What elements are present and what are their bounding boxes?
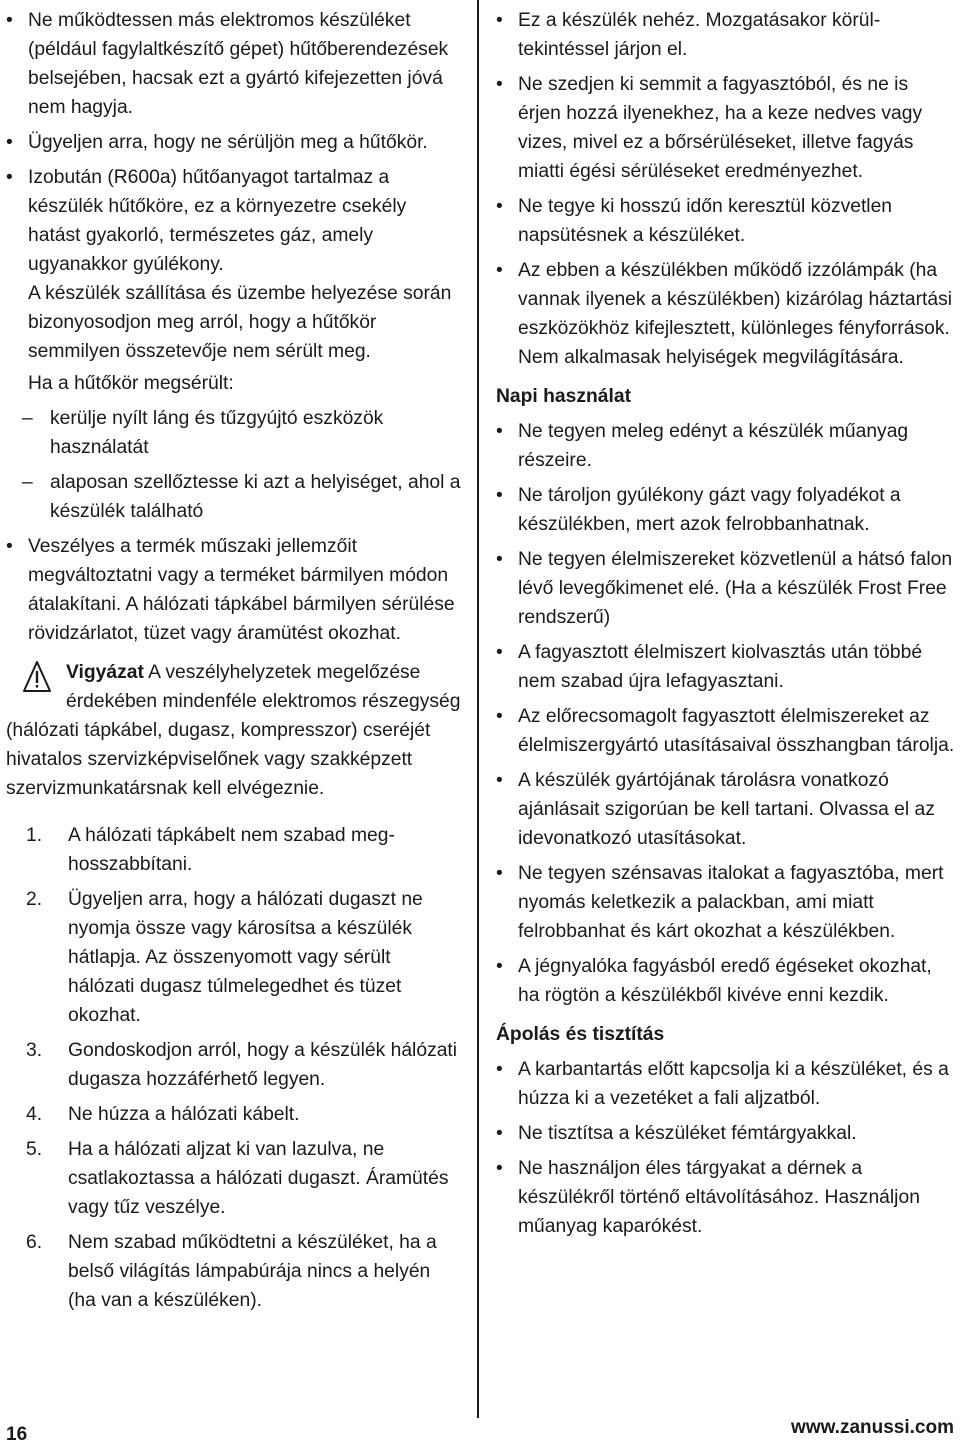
right-column xyxy=(496,6,956,1247)
list-item: • Ügyeljen arra, hogy ne sérüljön meg a hűtőkör. xyxy=(6,132,428,153)
list-item: • Ne tegyen meleg edényt a készülék műanyag részeire. xyxy=(496,421,909,471)
page-number: 16 xyxy=(6,1424,28,1445)
list-item: • Az előrecsomagolt fagyasztott élelmiszereket az élelmiszergyártó utasításaival összhangban tárolja. xyxy=(496,706,955,756)
list-item: • Ne működtessen más elektromos készüléket (például fagylaltkészítő gépet) hűtőberendezések belsejében, hacsak ezt a gyártó kifejezetten jóvá nem hagyja. xyxy=(6,10,449,118)
list-item: • Ne szedjen ki semmit a fagyasztóból, és ne is érjen hozzá ilyenekhez, ha a keze nedves vagy vizes, mivel ez a bőrsérüléseket, illetve fagyás miatti égési sérüléseket eredményezhet. xyxy=(496,74,923,182)
list-item: • Ne tegyen élelmiszereket közvetlenül a hátsó falon lévő levegőkimenet elé. (Ha a készülék Frost Free rendszerű) xyxy=(496,549,953,628)
list-item: • A fagyasztott élelmiszert kiolvasztás után többé nem szabad újra lefagyasztani. xyxy=(496,642,923,692)
list-item: • Az ebben a készülékben működő izzólámpák (ha vannak ilyenek a készülékben) kizárólag háztartási eszközökhöz kifejlesztett, különleges fényforrások. Nem alkalmasak helyiségek megvilágítására. xyxy=(496,260,953,368)
list-item: • Izobután (R600a) hűtőanyagot tartalmaz a készülék hűtőköre, ez a környezetre csekély hatást gyakorló, természetes gáz, amely ugyanakkor gyúlékony. xyxy=(6,167,407,275)
left-column xyxy=(6,6,462,1321)
numbered-item: 6. Nem szabad működtetni a készüléket, ha a belső világítás lámpabúrája nincs a helyén (ha van a készüléken). xyxy=(26,1232,437,1311)
section-heading-care-cleaning: Ápolás és tisztítás xyxy=(496,1024,665,1045)
warning-triangle-icon xyxy=(22,660,52,694)
footer-url: www.zanussi.com xyxy=(791,1417,954,1438)
paragraph-damage: Ha a hűtőkör megsérült: xyxy=(28,373,234,394)
list-item: • Ne tisztítsa a készüléket fémtárgyakkal. xyxy=(496,1123,857,1144)
list-item: • A karbantartás előtt kapcsolja ki a készüléket, és a húzza ki a vezetéket a fali aljzatból. xyxy=(496,1059,949,1109)
numbered-item: 5. Ha a hálózati aljzat ki van lazulva, ne csatlakoztassa a hálózati dugaszt. Áramütés vagy tűz veszélye. xyxy=(26,1139,449,1218)
dash-item: – kerülje nyílt láng és tűzgyújtó eszközök használatát xyxy=(22,408,384,458)
numbered-item: 2. Ügyeljen arra, hogy a hálózati dugaszt ne nyomja össze vagy károsítsa a készülék hátlapja. Az összenyomott vagy sérült hálózati dugasz túlmelegedhet és tüzet okozhat. xyxy=(26,889,423,1026)
list-item: • Ne tegyen szénsavas italokat a fagyasztóba, mert nyomás keletkezik a palackban, ami miatt felrobbanhat és kárt okozhat a készülékben. xyxy=(496,863,944,942)
numbered-item: 1. A hálózati tápkábelt nem szabad meghosszabbítani. xyxy=(26,825,395,875)
list-item: • A készülék gyártójának tárolásra vonatkozó ajánlásait szigorúan be kell tartani. Olvassa el az idevonatkozó utasításokat. xyxy=(496,770,935,849)
warning-text: A veszélyhelyzetek megelőzése érdekében mindenféle elektromos részegység (hálózati tápkábel, dugasz, kompresszor) cseréjét hivatalos szervizképviselőnek vagy szakképzett szervizmunkatársnak kell elvégeznie. xyxy=(6,662,461,799)
dash-item: – alaposan szellőztesse ki azt a helyiséget, ahol a készülék található xyxy=(22,472,461,522)
list-item: • Ne tároljon gyúlékony gázt vagy folyadékot a készülékben, mert azok felrobbanhatnak. xyxy=(496,485,901,535)
warning-label: Vigyázat xyxy=(66,662,144,683)
numbered-item: 3. Gondoskodjon arról, hogy a készülék hálózati dugasza hozzáférhető legyen. xyxy=(26,1040,458,1090)
section-heading-daily-use: Napi használat xyxy=(496,386,632,407)
warning-block xyxy=(6,658,462,803)
list-item: • A jégnyalóka fagyásból eredő égéseket okozhat, ha rögtön a készülékből kivéve enni kezdik. xyxy=(496,956,932,1006)
list-item: • Ne tegye ki hosszú időn keresztül közvetlen napsütésnek a készüléket. xyxy=(496,196,893,246)
column-divider xyxy=(477,0,479,1418)
list-item: • Veszélyes a termék műszaki jellemzőit megváltoztatni vagy a terméket bármilyen módon átalakítani. A hálózati tápkábel bármilyen sérülése rövidzárlatot, tüzet vagy áramütést okozhat. xyxy=(6,536,455,644)
paragraph-transport: A készülék szállítása és üzembe helyezése során bizonyosodjon meg arról, hogy a hűtőkör semmilyen összetevője nem sérült meg. xyxy=(28,283,452,362)
list-item: • Ne használjon éles tárgyakat a dérnek a készülékről történő eltávolításához. Használjon műanyag kaparókést. xyxy=(496,1158,920,1237)
list-item: • Ez a készülék nehéz. Mozgatásakor körültekintéssel járjon el. xyxy=(496,10,881,60)
numbered-item: 4. Ne húzza a hálózati kábelt. xyxy=(26,1104,300,1125)
